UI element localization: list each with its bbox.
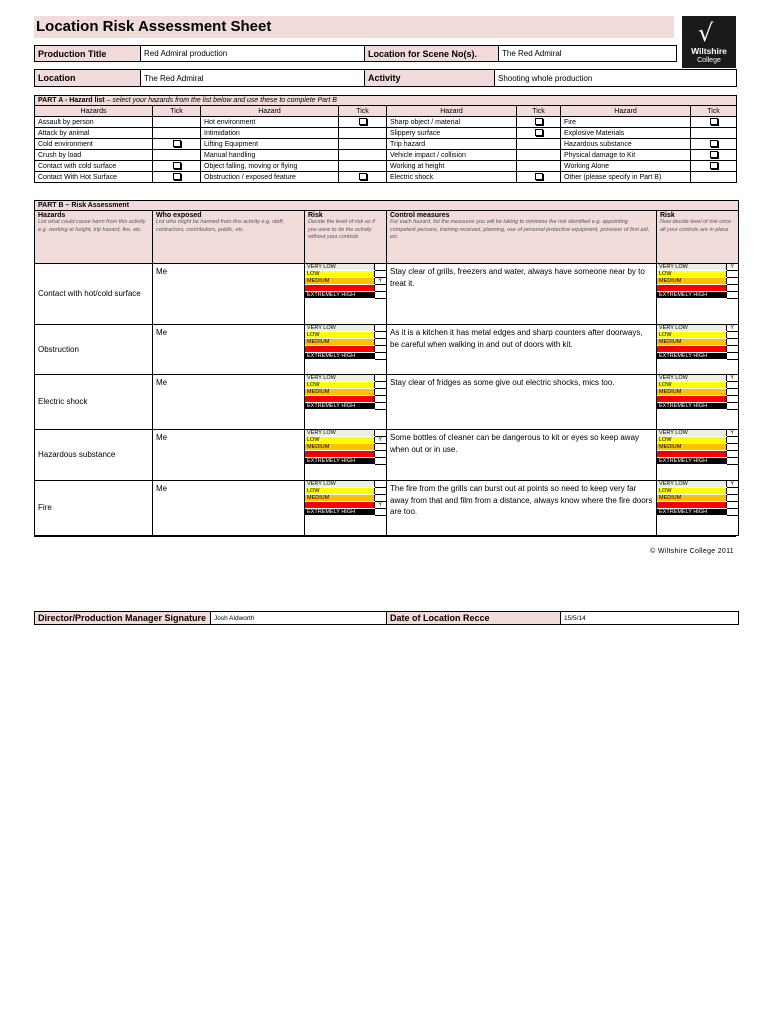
risk-level-eh: EXTREMELY HIGH xyxy=(657,509,726,516)
risk-after-cell xyxy=(657,325,739,375)
col-hazards-head: Hazards xyxy=(35,106,153,117)
part-b-header xyxy=(35,201,739,211)
risk-level-lo: LOW xyxy=(657,488,726,495)
risk-hazard: Fire xyxy=(35,481,153,536)
hazard-name: Explosive Materials xyxy=(561,128,691,139)
hazard-tick-cell[interactable] xyxy=(517,172,561,183)
risk-level-mark[interactable] xyxy=(374,488,386,495)
risk2-head: Risk xyxy=(660,212,675,219)
checkbox-icon[interactable] xyxy=(710,140,718,147)
signature-table xyxy=(34,611,739,625)
risk-level-me: MEDIUM xyxy=(305,495,374,502)
risk-level-lo: LOW xyxy=(657,332,726,339)
hazard-name: Assault by person xyxy=(35,117,153,128)
hazard-tick-cell[interactable] xyxy=(339,128,387,139)
signature-label: Director/Production Manager Signature xyxy=(35,612,211,625)
hazard-tick-cell[interactable] xyxy=(517,161,561,172)
part-a-body xyxy=(35,117,737,183)
risk-hazard: Electric shock xyxy=(35,375,153,430)
risk-who: Me xyxy=(153,481,305,536)
college-logo xyxy=(682,16,736,68)
risk-level-mark[interactable] xyxy=(374,458,386,465)
risk-after-cell xyxy=(657,481,739,536)
risk-level-eh: EXTREMELY HIGH xyxy=(657,458,726,465)
risk-level-mark[interactable] xyxy=(374,285,386,292)
checkbox-icon[interactable] xyxy=(710,118,718,125)
who-head-cell xyxy=(153,211,305,264)
risk-level-mark[interactable] xyxy=(726,509,738,516)
hazard-tick-cell[interactable] xyxy=(153,150,201,161)
risk-level-hi: HIGH xyxy=(305,285,374,292)
hazard-name: Object falling, moving or flying xyxy=(201,161,339,172)
col-hazard-head-3: Hazard xyxy=(387,106,517,117)
risk-level-hi: HIGH xyxy=(305,346,374,353)
logo-name: Wiltshire xyxy=(691,46,727,56)
production-info-table xyxy=(34,45,677,62)
part-b-body xyxy=(35,264,739,536)
location-scene-value[interactable]: The Red Admiral xyxy=(499,46,677,62)
risk-hazard: Hazardous substance xyxy=(35,430,153,481)
risk-level-eh: EXTREMELY HIGH xyxy=(657,353,726,360)
risk-level-mark[interactable] xyxy=(374,495,386,502)
risk-level-hi: HIGH xyxy=(305,451,374,458)
risk-level-hi: HIGH xyxy=(657,451,726,458)
hazards-head: Hazards xyxy=(38,212,66,219)
risk-after-cell xyxy=(657,430,739,481)
activity-label: Activity xyxy=(365,70,495,87)
location-scene-label: Location for Scene No(s). xyxy=(365,46,499,62)
hazard-tick-cell[interactable] xyxy=(517,139,561,150)
checkbox-icon[interactable] xyxy=(173,173,181,180)
risk-level-vl: VERY LOW xyxy=(305,264,374,271)
risk-level-mark[interactable]: Y xyxy=(726,325,738,332)
risk-level-hi: HIGH xyxy=(657,502,726,509)
hazard-tick-cell[interactable] xyxy=(691,150,737,161)
risk-level-mark[interactable]: Y xyxy=(374,278,386,285)
risk-row xyxy=(35,325,739,375)
copyright: © Wiltshire College 2011 xyxy=(650,548,734,555)
hazards-head-cell xyxy=(35,211,153,264)
risk-before-cell xyxy=(305,325,387,375)
risk-level-lo: LOW xyxy=(305,488,374,495)
risk-control: The fire from the grills can burst out at points so need to keep very far away from that and film from a distance, always know where the fire doors are too. xyxy=(387,481,657,536)
hazard-tick-cell[interactable] xyxy=(153,139,201,150)
hazards-note: List what could cause harm from this activity e.g. working at height, trip hazard, fire, etc. xyxy=(38,219,146,233)
risk-who: Me xyxy=(153,430,305,481)
risk-level-eh: EXTREMELY HIGH xyxy=(305,292,374,299)
location-label: Location xyxy=(35,70,141,87)
risk-after-scale xyxy=(657,375,738,410)
hazard-tick-cell[interactable] xyxy=(153,117,201,128)
risk-row xyxy=(35,430,739,481)
hazard-tick-cell[interactable] xyxy=(339,150,387,161)
risk-before-cell xyxy=(305,264,387,325)
risk-after-scale xyxy=(657,325,738,360)
risk-level-mark[interactable]: Y xyxy=(726,430,738,437)
risk-level-mark[interactable] xyxy=(374,451,386,458)
risk-who: Me xyxy=(153,375,305,430)
hazard-tick-cell[interactable] xyxy=(339,139,387,150)
risk-after-cell xyxy=(657,264,739,325)
risk-level-mark[interactable] xyxy=(726,332,738,339)
risk-level-me: MEDIUM xyxy=(305,444,374,451)
risk-level-eh: EXTREMELY HIGH xyxy=(305,353,374,360)
hazard-name: Contact with cold surface xyxy=(35,161,153,172)
risk-level-me: MEDIUM xyxy=(657,278,726,285)
risk-level-mark[interactable]: Y xyxy=(374,502,386,509)
risk-level-me: MEDIUM xyxy=(657,495,726,502)
risk-level-eh: EXTREMELY HIGH xyxy=(305,403,374,410)
risk-level-mark[interactable] xyxy=(726,403,738,410)
checkbox-icon[interactable] xyxy=(535,129,543,136)
hazard-tick-cell[interactable] xyxy=(691,172,737,183)
hazard-tick-cell[interactable] xyxy=(517,128,561,139)
risk-level-mark[interactable] xyxy=(374,382,386,389)
hazard-name: Hot environment xyxy=(201,117,339,128)
risk-level-lo: LOW xyxy=(305,437,374,444)
hazard-tick-cell[interactable] xyxy=(517,117,561,128)
part-a-table xyxy=(34,95,737,183)
risk-level-eh: EXTREMELY HIGH xyxy=(305,458,374,465)
risk-level-lo: LOW xyxy=(657,271,726,278)
hazard-name: Working Alone xyxy=(561,161,691,172)
risk-head: Risk xyxy=(308,212,323,219)
risk-level-mark[interactable] xyxy=(726,488,738,495)
risk-level-vl: VERY LOW xyxy=(305,325,374,332)
hazard-tick-cell[interactable] xyxy=(691,139,737,150)
risk-after-scale xyxy=(657,430,738,465)
risk-before-scale xyxy=(305,264,386,299)
risk-level-lo: LOW xyxy=(305,382,374,389)
risk-level-mark[interactable]: Y xyxy=(726,375,738,382)
risk-level-hi: HIGH xyxy=(657,346,726,353)
risk-hazard: Obstruction xyxy=(35,325,153,375)
hazard-tick-cell[interactable] xyxy=(339,161,387,172)
risk-who: Me xyxy=(153,325,305,375)
col-hazard-head-2: Hazard xyxy=(201,106,339,117)
risk-level-me: MEDIUM xyxy=(305,339,374,346)
risk-level-vl: VERY LOW xyxy=(305,430,374,437)
checkbox-icon[interactable] xyxy=(535,173,543,180)
production-title-value[interactable]: Red Admiral production xyxy=(141,46,365,62)
risk-level-vl: VERY LOW xyxy=(657,264,726,271)
risk-level-lo: LOW xyxy=(305,271,374,278)
hazard-tick-cell[interactable] xyxy=(153,128,201,139)
who-head: Who exposed xyxy=(156,212,202,219)
risk-level-eh: EXTREMELY HIGH xyxy=(305,509,374,516)
risk-note: Decide the level of risk as if you were to do the activity without your controls xyxy=(308,219,375,240)
checkbox-icon[interactable] xyxy=(173,140,181,147)
page-title: Location Risk Assessment Sheet xyxy=(36,18,272,35)
hazard-name: Sharp object / material xyxy=(387,117,517,128)
hazard-tick-cell[interactable] xyxy=(691,117,737,128)
risk-level-mark[interactable] xyxy=(374,396,386,403)
risk-control: Stay clear of grills, freezers and water, always have someone near by to treat it. xyxy=(387,264,657,325)
hazard-name: Crush by load xyxy=(35,150,153,161)
risk-level-mark[interactable] xyxy=(726,292,738,299)
risk-level-mark[interactable] xyxy=(374,332,386,339)
risk-before-cell xyxy=(305,430,387,481)
risk-after-cell xyxy=(657,375,739,430)
risk-level-mark[interactable]: Y xyxy=(726,264,738,271)
risk-level-vl: VERY LOW xyxy=(305,375,374,382)
risk-level-mark[interactable] xyxy=(726,495,738,502)
hazard-name: Intimidation xyxy=(201,128,339,139)
hazard-tick-cell[interactable] xyxy=(339,172,387,183)
activity-value[interactable]: Shooting whole production xyxy=(495,70,737,87)
checkbox-icon[interactable] xyxy=(535,118,543,125)
production-title-label: Production Title xyxy=(35,46,141,62)
hazard-tick-cell[interactable] xyxy=(517,150,561,161)
hazard-tick-cell[interactable] xyxy=(691,161,737,172)
risk-who: Me xyxy=(153,264,305,325)
risk-row xyxy=(35,264,739,325)
risk-level-lo: LOW xyxy=(657,437,726,444)
risk-level-me: MEDIUM xyxy=(657,444,726,451)
col-tick-head-3: Tick xyxy=(517,106,561,117)
hazard-name: Cold environment xyxy=(35,139,153,150)
hazard-name: Fire xyxy=(561,117,691,128)
risk2-note: Now decide level of risk once all your controls are in place xyxy=(660,219,732,233)
risk-control: As it is a kitchen it has metal edges and sharp counters after doorways, be careful when walking in and out of doors with kit. xyxy=(387,325,657,375)
risk-level-mark[interactable] xyxy=(374,403,386,410)
risk-level-mark[interactable] xyxy=(726,444,738,451)
risk-before-scale xyxy=(305,325,386,360)
risk2-head-cell xyxy=(657,211,739,264)
risk-level-hi: HIGH xyxy=(657,396,726,403)
risk-level-mark[interactable] xyxy=(726,353,738,360)
logo-mark-icon: √ xyxy=(698,19,714,47)
risk-row xyxy=(35,375,739,430)
hazard-name: Electric shock xyxy=(387,172,517,183)
hazard-tick-cell[interactable] xyxy=(339,117,387,128)
risk-before-scale xyxy=(305,375,386,410)
col-hazard-head-4: Hazard xyxy=(561,106,691,117)
risk-level-eh: EXTREMELY HIGH xyxy=(657,403,726,410)
col-tick-head-1: Tick xyxy=(153,106,201,117)
risk-level-mark[interactable] xyxy=(726,396,738,403)
risk-level-mark[interactable] xyxy=(374,353,386,360)
part-b-title: PART B – Risk Assessment xyxy=(38,202,130,209)
risk-level-mark[interactable] xyxy=(374,444,386,451)
col-tick-head-4: Tick xyxy=(691,106,737,117)
location-value[interactable]: The Red Admiral xyxy=(141,70,365,87)
risk-level-mark[interactable]: Y xyxy=(726,481,738,488)
risk-before-scale xyxy=(305,430,386,465)
risk-level-mark[interactable] xyxy=(726,382,738,389)
risk-level-me: MEDIUM xyxy=(305,389,374,396)
checkbox-icon[interactable] xyxy=(710,162,718,169)
risk-level-lo: LOW xyxy=(305,332,374,339)
risk-level-mark[interactable] xyxy=(374,339,386,346)
risk-level-mark[interactable] xyxy=(726,278,738,285)
risk-level-hi: HIGH xyxy=(305,396,374,403)
risk-level-mark[interactable] xyxy=(374,509,386,516)
hazard-tick-cell[interactable] xyxy=(153,172,201,183)
hazard-name: Hazardous substance xyxy=(561,139,691,150)
risk-level-mark[interactable] xyxy=(374,271,386,278)
risk-level-me: MEDIUM xyxy=(657,389,726,396)
risk-level-mark[interactable] xyxy=(726,502,738,509)
risk-level-vl: VERY LOW xyxy=(657,430,726,437)
risk-before-cell xyxy=(305,375,387,430)
part-a-title: PART A - Hazard list xyxy=(38,97,105,104)
signature-value[interactable]: Josh Aldworth xyxy=(211,612,387,625)
part-b-table xyxy=(34,200,739,536)
part-a-header xyxy=(35,96,737,106)
risk-level-mark[interactable] xyxy=(726,437,738,444)
who-note: List who might be harmed from this activity e.g. staff, contractors, contributors, public, etc. xyxy=(156,219,285,233)
risk-level-mark[interactable] xyxy=(726,389,738,396)
risk-level-vl: VERY LOW xyxy=(657,481,726,488)
part-a-subtitle: – select your hazards from the list below and use these to complete Part B xyxy=(104,97,337,104)
hazard-name: Lifting Equipment xyxy=(201,139,339,150)
risk-level-mark[interactable]: Y xyxy=(374,437,386,444)
logo-sub: College xyxy=(697,57,721,64)
hazard-name: Obstruction / exposed feature xyxy=(201,172,339,183)
control-note: For each hazard, list the measures you will be taking to minimise the risk identified e.g. appointing competent persons, training received, planning, use of personal protective equipment, provision of first aid, etc. xyxy=(390,219,650,240)
risk-level-vl: VERY LOW xyxy=(657,325,726,332)
hazard-name: Other (please specify in Part B) xyxy=(561,172,691,183)
risk-row xyxy=(35,481,739,536)
checkbox-icon[interactable] xyxy=(173,162,181,169)
date-value[interactable]: 15/5/14 xyxy=(561,612,739,625)
risk-hazard: Contact with hot/cold surface xyxy=(35,264,153,325)
risk-control: Stay clear of fridges as some give out electric shocks, mics too. xyxy=(387,375,657,430)
hazard-name: Manual handling xyxy=(201,150,339,161)
checkbox-icon[interactable] xyxy=(359,118,367,125)
risk-level-me: MEDIUM xyxy=(305,278,374,285)
risk-level-mark[interactable] xyxy=(726,339,738,346)
risk-after-scale xyxy=(657,264,738,299)
risk-level-mark[interactable] xyxy=(374,346,386,353)
hazard-tick-cell[interactable] xyxy=(153,161,201,172)
risk-level-vl: VERY LOW xyxy=(657,375,726,382)
hazard-name: Trip hazard xyxy=(387,139,517,150)
hazard-name: Working at height xyxy=(387,161,517,172)
risk-head-cell xyxy=(305,211,387,264)
checkbox-icon[interactable] xyxy=(359,173,367,180)
col-tick-head-2: Tick xyxy=(339,106,387,117)
location-info-table xyxy=(34,69,737,87)
risk-level-hi: HIGH xyxy=(305,502,374,509)
control-head: Control measures xyxy=(390,212,450,219)
hazard-name: Physical damage to Kit xyxy=(561,150,691,161)
hazard-name: Vehicle impact / collision xyxy=(387,150,517,161)
risk-level-mark[interactable] xyxy=(726,346,738,353)
risk-control: Some bottles of cleaner can be dangerous to kit or eyes so keep away when out or in use. xyxy=(387,430,657,481)
risk-level-mark[interactable] xyxy=(726,285,738,292)
risk-level-eh: EXTREMELY HIGH xyxy=(657,292,726,299)
risk-level-mark[interactable] xyxy=(726,451,738,458)
risk-level-mark[interactable] xyxy=(726,271,738,278)
risk-level-mark[interactable] xyxy=(726,458,738,465)
risk-after-scale xyxy=(657,481,738,516)
date-label: Date of Location Recce xyxy=(387,612,561,625)
risk-level-me: MEDIUM xyxy=(657,339,726,346)
risk-before-cell xyxy=(305,481,387,536)
divider-line xyxy=(34,536,736,537)
risk-before-scale xyxy=(305,481,386,516)
checkbox-icon[interactable] xyxy=(710,151,718,158)
hazard-name: Slippery surface xyxy=(387,128,517,139)
risk-level-vl: VERY LOW xyxy=(305,481,374,488)
hazard-name: Attack by animal xyxy=(35,128,153,139)
risk-level-lo: LOW xyxy=(657,382,726,389)
risk-level-mark[interactable] xyxy=(374,389,386,396)
hazard-name: Contact With Hot Surface xyxy=(35,172,153,183)
control-head-cell xyxy=(387,211,657,264)
risk-level-hi: HIGH xyxy=(657,285,726,292)
risk-level-mark[interactable] xyxy=(374,292,386,299)
hazard-tick-cell[interactable] xyxy=(691,128,737,139)
